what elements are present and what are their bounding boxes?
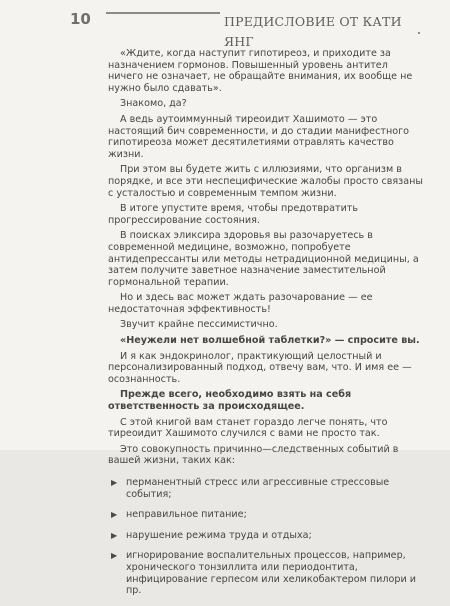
bullet-arrow-icon: ▶ — [111, 510, 118, 520]
list-item — [108, 477, 424, 500]
bullet-list — [108, 477, 424, 597]
paragraph: Прежде всего, необходимо взять на себя ответственность за происходящее. — [108, 389, 352, 413]
list-item — [108, 509, 424, 521]
list-item — [108, 550, 424, 596]
paragraph: В итоге упустите время, чтобы предотвратить прогрессирование состояния. — [108, 203, 359, 226]
paragraph: Знакомо, да? — [120, 98, 187, 110]
paragraph: Это совокупность причинно—следственных событий в вашей жизни, таких как: — [108, 443, 399, 467]
page-header — [70, 8, 430, 49]
list-item-text: нарушение режима труда и отдыха; — [126, 529, 312, 541]
paragraph: Звучит крайне пессимистично. — [120, 319, 278, 331]
paragraph: «Неужели нет волшебной таблетки?» — спросите вы. — [120, 335, 420, 347]
paragraph: Но и здесь вас может ждать разочарование — ее недостаточная эффективность! — [108, 292, 373, 315]
list-item-text: перманентный стресс или агрессивные стрессовые события; — [126, 477, 390, 500]
paragraph: С этой книгой вам станет гораздо легче понять, что тиреоидит Хашимото случился с вами не просто так. — [108, 416, 388, 440]
chapter-title: ПРЕДИСЛОВИЕ ОТ КАТИ ЯНГ — [220, 12, 430, 32]
bullet-arrow-icon: ▶ — [111, 551, 118, 561]
paragraph: В поисках эликсира здоровья вы разочаруетесь в современной медицине, возможно, попробуете антидепрессанты или методы нетрадиционной медицины, а затем получите заветное назначение заместительной гормональной терапии. — [108, 230, 419, 288]
paragraph: «Ждите, когда наступит гипотиреоз, и приходите за назначением гормонов. Повышенный уровень антител ничего не означает, не обращайте внимания, их вообще не нужно было сдавать». — [108, 48, 413, 94]
list-item — [108, 530, 424, 542]
paragraph: И я как эндокринолог, практикующий целостный и персонализированный подход, отвечу вам, что. И имя ее — осознанность. — [108, 350, 412, 385]
bullet-arrow-icon: ▶ — [111, 530, 118, 540]
paragraph: А ведь аутоиммунный тиреоидит Хашимото — это настоящий бич современности, и до стадии манифестного гипотиреоза может десятилетиями отравлять качество жизни. — [108, 113, 409, 160]
page-body — [108, 48, 424, 606]
paragraph: При этом вы будете жить с иллюзиями, что организм в порядке, и все эти неспецифические жалобы просто связаны с усталостью и современным темпом жизни. — [108, 164, 423, 199]
paragraphs — [108, 48, 424, 467]
list-item-text: неправильное питание; — [126, 509, 247, 521]
list-item-text: игнорирование воспалительных процессов, например, хронического тонзиллита или периодонтита, инфицирование герпесом или хеликобактером пилори и пр. — [126, 550, 417, 597]
page-number: 10 — [70, 10, 91, 28]
bullet-arrow-icon: ▶ — [111, 478, 118, 487]
